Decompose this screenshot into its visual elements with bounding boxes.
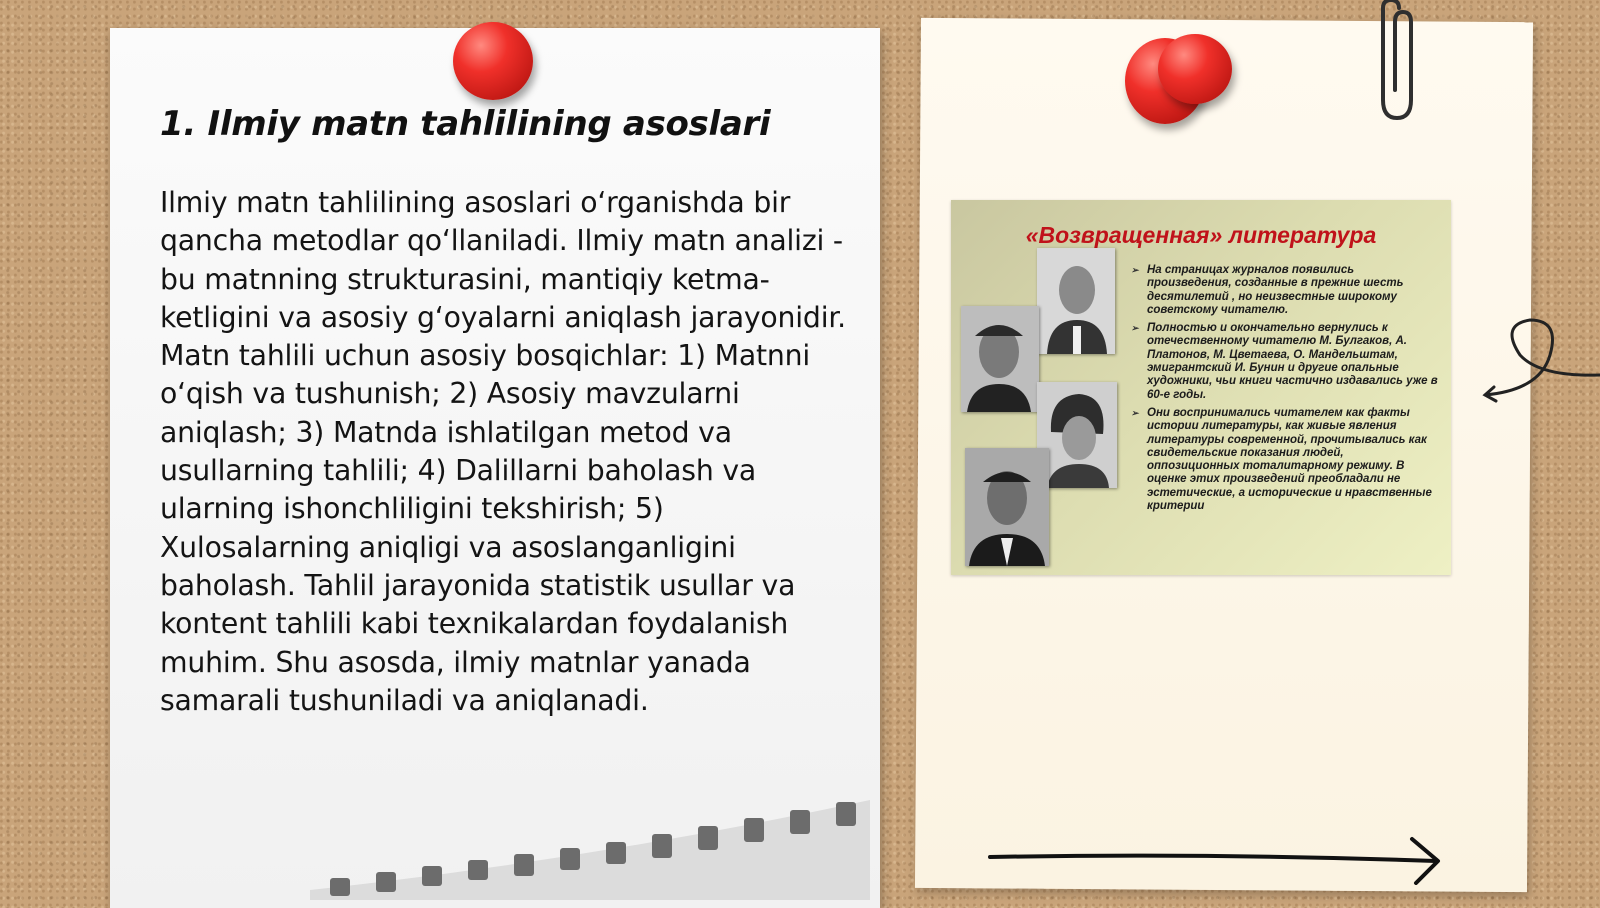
slide-bullet xyxy=(1129,264,1439,317)
slide-bullet xyxy=(1129,407,1439,513)
portrait-photo xyxy=(961,306,1039,412)
bullet-arrow-icon: ➢ xyxy=(1131,265,1139,275)
slide-title: «Возвращенная» литература xyxy=(1025,222,1377,248)
slide-heading: 1. Ilmiy matn tahlilining asoslari xyxy=(160,104,771,144)
bullet-arrow-icon: ➢ xyxy=(1131,323,1139,334)
paper-clip-icon xyxy=(1377,0,1417,125)
body-paragraph: Ilmiy matn tahlilining asoslari o‘rganishda bir qancha metodlar qo‘llaniladi. Ilmiy matn analizi - bu matnning strukturasini, mantiqiy ketma-ketligini va asosiy g‘oyalarni aniqlash jarayonidir. Matn tahlili uchun asosiy bosqichlar: 1) Matnni o‘qish va tushunish; 2) Asosiy mavzularni aniqlash; 3) Matnda ishlatilgan metod va usullarning tahlili; 4) Dalillarni baholash va ularning ishonchliligini tekshirish; 5) Xulosalarning aniqligi va asoslanganligini baholash. Tahlil jarayonida statistik usullar va kontent tahlili kabi texnikalardan foydalanish muhim. Shu asosda, ilmiy matnlar yanada samarali tushuniladi va aniqlanadi. xyxy=(160,186,846,717)
slide-bullet-text: Они воспринимались читателем как факты истории литературы, как живые явления литературы современной, прочитывались как свидетельские показания людей, оппозиционных тоталитарному режиму. В оценке этих произведений преобладали не эстетические, а исторические и нравственные критерии xyxy=(1147,406,1432,513)
portrait-photo xyxy=(1037,382,1117,488)
portrait-photo xyxy=(1037,248,1115,354)
slide-bullet xyxy=(1129,322,1439,402)
slide-image xyxy=(951,200,1451,575)
push-pin-icon xyxy=(1158,34,1232,104)
slide-bullet-text: На страницах журналов появились произведения, созданные в прежние шесть десятилетий , но неизвестные широкому советскому читателю. xyxy=(1147,264,1404,316)
push-pin-icon xyxy=(453,22,533,100)
right-arrow-icon xyxy=(988,835,1448,885)
spiral-torn-edge xyxy=(310,800,870,900)
slide-bullet-list xyxy=(1129,264,1439,518)
squiggle-arrow-icon xyxy=(1480,315,1600,405)
bullet-arrow-icon: ➢ xyxy=(1131,407,1139,418)
slide-bullet-text: Полностью и окончательно вернулись к отечественному читателю М. Булгаков, А. Платонов, М. Цветаева, О. Мандельштам, эмигрантский И. Бунин и другие опальные художники, чьи книги частично издавались уже в 60-е годы. xyxy=(1147,322,1438,401)
portrait-photo xyxy=(965,448,1049,566)
